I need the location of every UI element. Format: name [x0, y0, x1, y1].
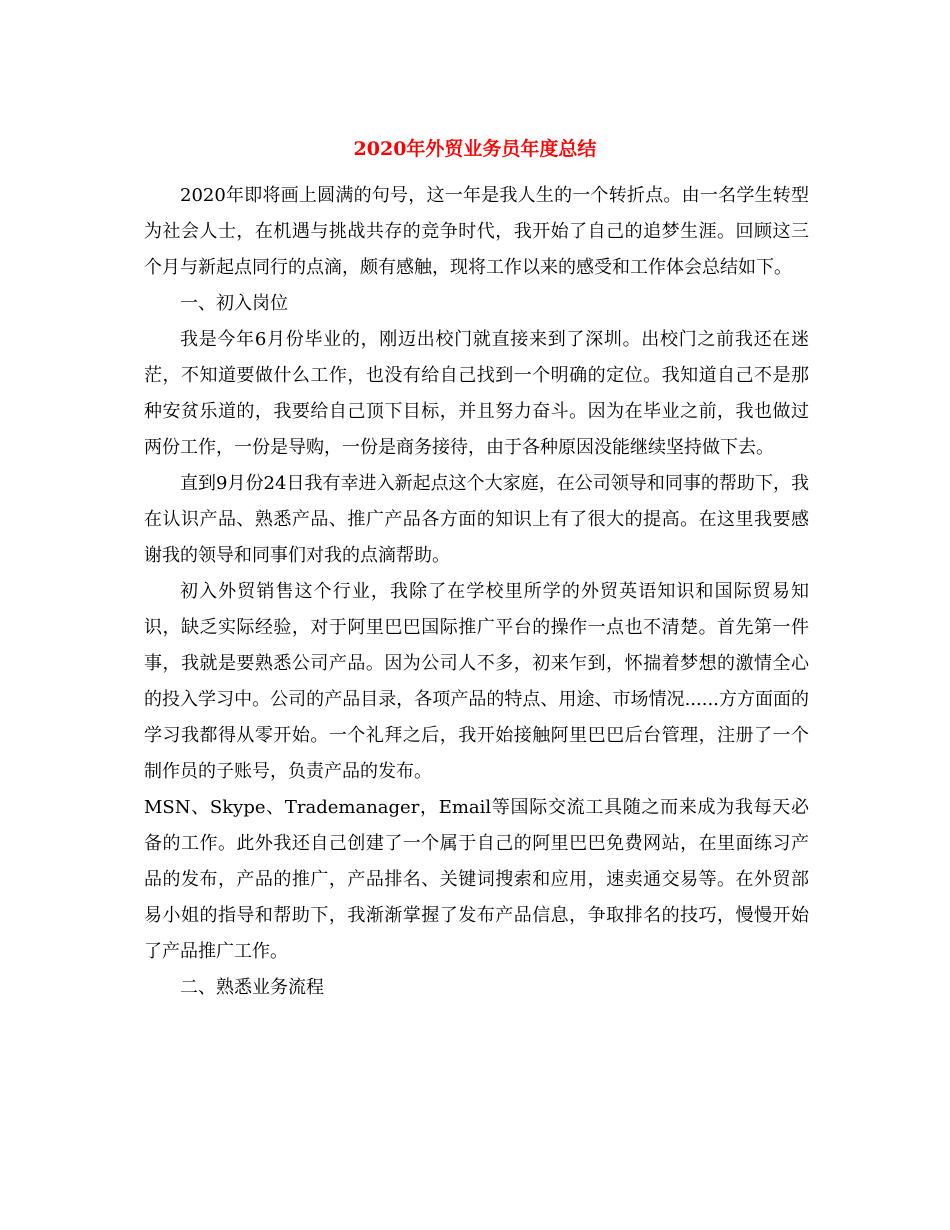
document-title: 2020年外贸业务员年度总结: [353, 138, 597, 160]
paragraph-intro: 2020年即将画上圆满的句号，这一年是我人生的一个转折点。由一名学生转型为社会人士，在机遇与挑战共存的竞争时代，我开始了自己的追梦生涯。回顾这三个月与新起点同行的点滴，颇有感触，现将工作以来的感受和工作体会总结如下。: [144, 185, 809, 278]
document-body: [144, 178, 809, 1006]
section-heading-2: 二、熟悉业务流程: [180, 977, 324, 998]
paragraph-section-1-d: MSN、Skype、Trademanager，Email等国际交流工具随之而来成为我每天必备的工作。此外我还自己创建了一个属于自己的阿里巴巴免费网站，在里面练习产品的发布，产品的推广，产品排名、关键词搜索和应用，速卖通交易等。在外贸部易小姐的指导和帮助下，我渐渐掌握了发布产品信息，争取排名的技巧，慢慢开始了产品推广工作。: [144, 797, 809, 962]
paragraph-section-1-b: 直到9月份24日我有幸进入新起点这个大家庭，在公司领导和同事的帮助下，我在认识产品、熟悉产品、推广产品各方面的知识上有了很大的提高。在这里我要感谢我的领导和同事们对我的点滴帮助。: [144, 473, 809, 566]
section-heading-1: 一、初入岗位: [180, 293, 288, 314]
paragraph-section-1-a: 我是今年6月份毕业的，刚迈出校门就直接来到了深圳。出校门之前我还在迷茫，不知道要做什么工作，也没有给自己找到一个明确的定位。我知道自己不是那种安贫乐道的，我要给自己顶下目标，并且努力奋斗。因为在毕业之前，我也做过两份工作，一份是导购，一份是商务接待，由于各种原因没能继续坚持做下去。: [144, 329, 809, 458]
paragraph-section-1-c: 初入外贸销售这个行业，我除了在学校里所学的外贸英语知识和国际贸易知识，缺乏实际经验，对于阿里巴巴国际推广平台的操作一点也不清楚。首先第一件事，我就是要熟悉公司产品。因为公司人不多，初来乍到，怀揣着梦想的激情全心的投入学习中。公司的产品目录，各项产品的特点、用途、市场情况......方方面面的学习我都得从零开始。一个礼拜之后，我开始接触阿里巴巴后台管理，注册了一个制作员的子账号，负责产品的发布。: [144, 581, 809, 782]
